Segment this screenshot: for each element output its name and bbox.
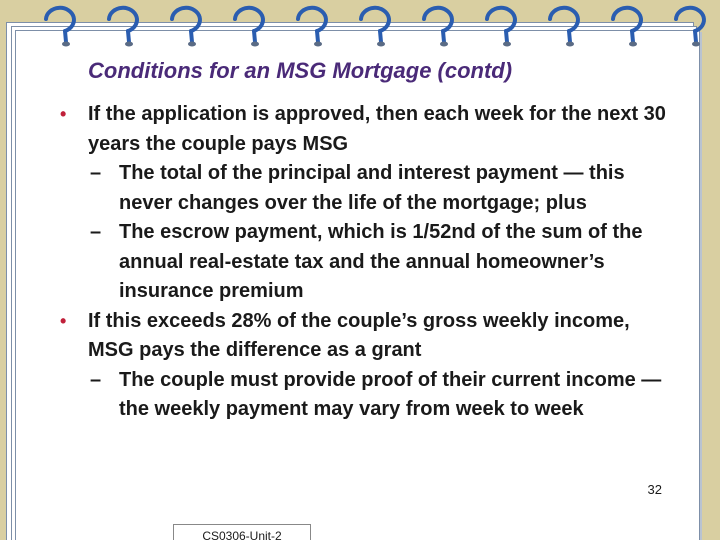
sub-bullet-marker: – xyxy=(90,221,102,243)
sub-bullet-item-3 xyxy=(60,366,670,425)
bullet-marker: • xyxy=(60,104,67,124)
bullet-marker: • xyxy=(60,310,67,331)
page-number: 32 xyxy=(647,482,662,497)
sub-bullet-text: The couple must provide proof of their current income — the weekly payment may vary from week to week xyxy=(119,368,662,420)
bullet-item-1 xyxy=(60,100,670,159)
bullet-text: If the application is approved, then each week for the next 30 years the couple pays MSG xyxy=(88,103,666,155)
footer-label: CS0306-Unit-2 xyxy=(173,524,311,540)
sub-bullet-text: The total of the principal and interest payment — this never changes over the life of the mortgage; plus xyxy=(119,162,625,214)
bullet-text: If this exceeds 28% of the couple’s gross weekly income, MSG pays the difference as a grant xyxy=(88,309,630,361)
sub-bullet-item-1 xyxy=(60,159,670,218)
slide-title: Conditions for an MSG Mortgage (contd) xyxy=(88,58,513,83)
sub-bullet-item-2 xyxy=(60,218,670,307)
slide-body xyxy=(60,100,670,425)
sub-bullet-marker: – xyxy=(90,368,102,391)
sub-bullet-marker: – xyxy=(90,162,102,184)
sub-bullet-text: The escrow payment, which is 1/52nd of the sum of the annual real-estate tax and the annual homeowner’s insurance premium xyxy=(119,221,643,302)
bullet-item-2 xyxy=(60,307,670,366)
